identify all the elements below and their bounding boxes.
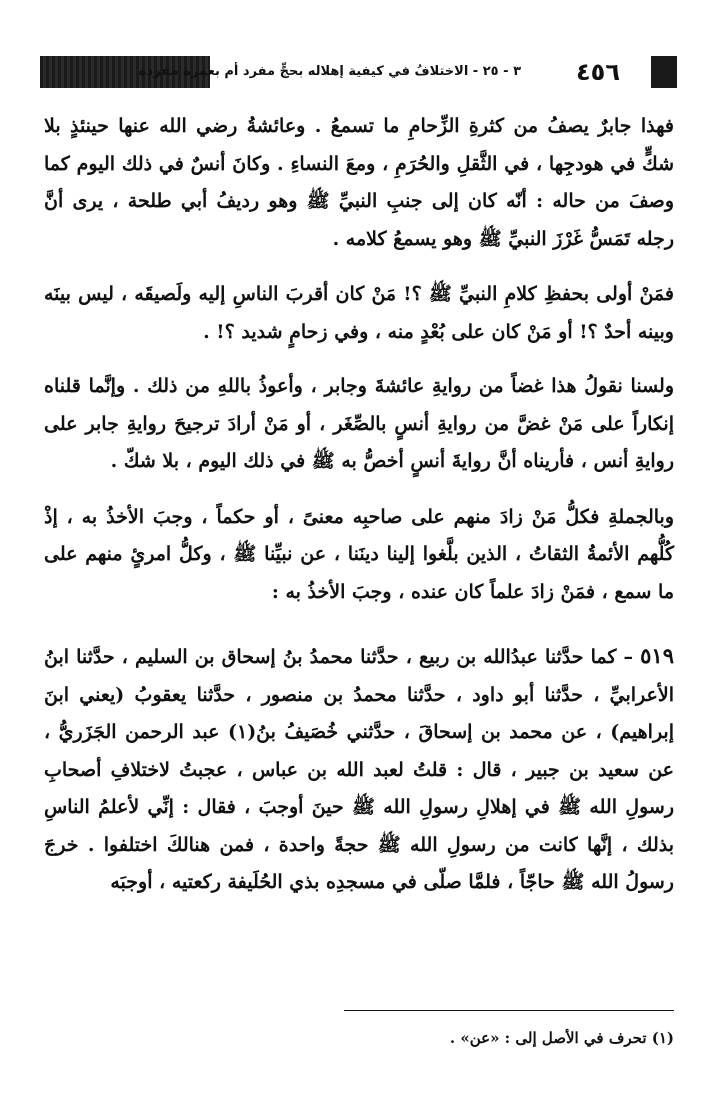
page-header [40, 46, 677, 98]
main-text [44, 108, 674, 920]
page-number: ٤٥٦ [576, 58, 620, 86]
paragraph: فمَنْ أولى بحفظِ كلامِ النبيِّ ﷺ ؟! مَنْ كان أقربَ الناسِ إليه ولَصيقَه ، ليس بينَه وبينه أحدٌ ؟! أو مَنْ كان على بُعْدٍ منه ، وفي زحامٍ شديد ؟! . [44, 283, 674, 343]
hadith-number: ٥١٩ [640, 643, 674, 668]
footnote-separator [344, 1010, 674, 1011]
running-title: ٣ - ٢٥ - الاختلافُ في كيفية إهلاله بحجٍّ مفرد أم بعمرة مفردة [138, 64, 521, 79]
paragraph: فهذا جابرٌ يصفُ من كثرةِ الزِّحامِ ما تسمعُ . وعائشةُ رضي الله عنها حينئذٍ بلا شكٍّ في هودجِها ، في الثَّقلِ والحُرَمِ ، ومعَ النساءِ . وكانَ أنسٌ في ذلك اليوم كما وصفَ من حاله : أنّه كان إلى جنبِ النبيِّ ﷺ وهو رديفُ أبي طلحة ، يرى أنَّ رجله تَمَسُّ غَرْزَ النبيِّ ﷺ وهو يسمعُ كلامه . [44, 115, 674, 250]
header-corner-block [651, 56, 677, 88]
paragraph: ولسنا نقولُ هذا غضاً من روايةِ عائشةَ وجابر ، وأعوذُ باللهِ من ذلك . وإنَّما قلناه إنكاراً على مَنْ غضَّ من روايةِ أنسٍ بالصِّغَر ، أو مَنْ أرادَ ترجيحَ روايةِ جابر على روايةِ أنس ، فأريناه أنَّ روايةَ أنسٍ أخصُّ به ﷺ في ذلك اليوم ، بلا شكّ . [44, 375, 674, 472]
hadith-paragraph [44, 637, 674, 902]
paragraph: وبالجملةِ فكلُّ مَنْ زادَ منهم على صاحبِه معنىً ، أو حكماً ، وجبَ الأخذُ به ، إذْ كُلُّهم الأئمةُ الثقاتُ ، الذين بلَّغوا إلينا دينَنا ، عن نبيِّنا ﷺ ، وكلُّ امرئٍ منهم على ما سمع ، فمَنْ زادَ علماً كان عنده ، وجبَ الأخذُ به : [44, 505, 674, 603]
footnote: (١) تحرف في الأصل إلى : «عن» . [449, 1029, 674, 1047]
hadith-text: – كما حدَّثنا عبدُالله بن ربيع ، حدَّثنا محمدُ بنُ إسحاق بن السليم ، حدَّثنا ابنُ الأعرابيِّ ، حدَّثنا أبو داود ، حدَّثنا محمدُ بن منصور ، حدَّثنا يعقوبُ (يعني ابنَ إبراهيم) ، عن محمد بن إسحاقَ ، حدَّثني خُصَيفُ بنُ(١) عبد الرحمن الجَزَريُّ ، عن سعيد بن جبير ، قال : قلتُ لعبد الله بن عباس ، عجبتُ لاختلافِ أصحابِ رسولِ الله ﷺ في إهلالِ رسولِ الله ﷺ حينَ أوجبَ ، فقال : إنِّي لأعلمُ الناسِ بذلك ، إنَّها كانت من رسولِ الله ﷺ حجةً واحدة ، فمن هنالكَ اختلفوا . خرجَ رسولُ الله ﷺ حاجّاً ، فلمَّا صلّى في مسجدِه بذي الحُلَيفة ركعتيه ، أوجبَه [44, 646, 674, 893]
